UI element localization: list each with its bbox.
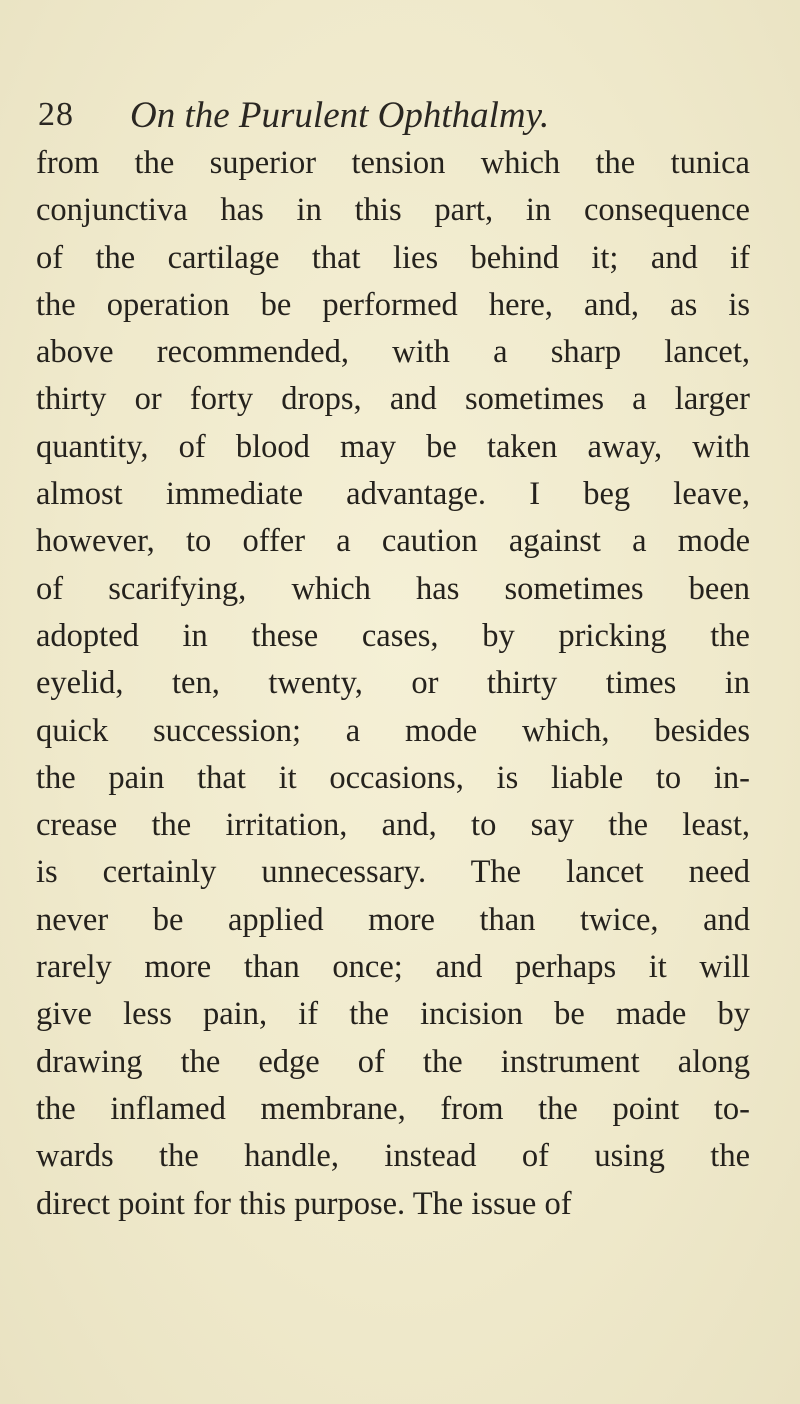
text-line: quantity, of blood may be taken away, with (36, 428, 750, 465)
text-line: adopted in these cases, by pricking the (36, 617, 750, 654)
text-line: conjunctiva has in this part, in consequence (36, 192, 750, 229)
text-line: wards the handle, instead of using the (36, 1138, 750, 1175)
text-line: however, to offer a caution against a mode (36, 523, 750, 560)
text-line: almost immediate advantage. I beg leave, (36, 476, 750, 513)
text-line: direct point for this purpose. The issue of (36, 1185, 572, 1222)
text-line: the pain that it occasions, is liable to in- (36, 759, 750, 796)
text-line: quick succession; a mode which, besides (36, 712, 750, 749)
text-line: drawing the edge of the instrument along (36, 1043, 750, 1080)
text-line: eyelid, ten, twenty, or thirty times in (36, 665, 750, 702)
page-header (38, 88, 738, 148)
text-line: the inflamed membrane, from the point to- (36, 1090, 750, 1127)
body-text (36, 140, 750, 1228)
text-line: crease the irritation, and, to say the least, (36, 807, 750, 844)
text-line: of scarifying, which has sometimes been (36, 570, 750, 607)
text-line: give less pain, if the incision be made by (36, 996, 750, 1033)
running-title: On the Purulent Ophthalmy. (130, 95, 550, 136)
text-line: thirty or forty drops, and sometimes a larger (36, 381, 750, 418)
text-line: is certainly unnecessary. The lancet need (36, 854, 750, 891)
text-line: rarely more than once; and perhaps it will (36, 949, 750, 986)
text-line: of the cartilage that lies behind it; and if (36, 239, 750, 276)
page-number: 28 (38, 96, 74, 133)
text-line: above recommended, with a sharp lancet, (36, 334, 750, 371)
text-line: from the superior tension which the tunica (36, 145, 750, 181)
text-line: the operation be performed here, and, as is (36, 286, 750, 323)
text-line: never be applied more than twice, and (36, 901, 750, 938)
